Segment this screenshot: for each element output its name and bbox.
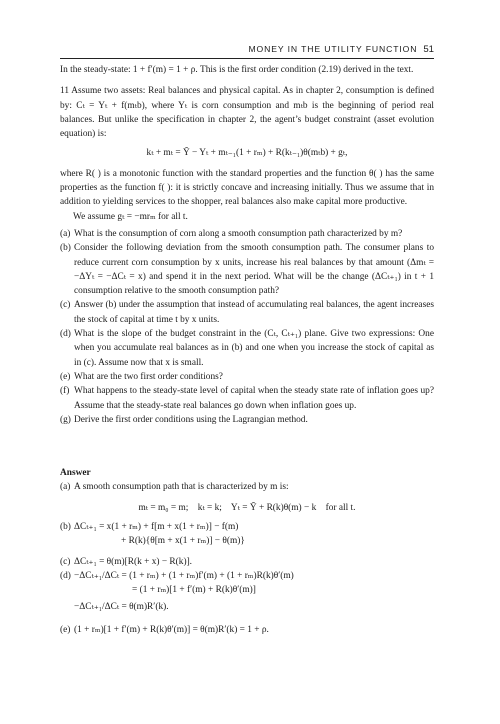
page-number: 51 bbox=[423, 44, 434, 55]
exercise-intro: 11 Assume two assets: Real balances and physical capital. As in chapter 2, consumption is defined by: Cₜ = Yₜ + f(mₜb), where Yₜ is corn consumption and mₜb is the beginning of period real balances. But unlike the specification in chapter 2, the agent’s budget constraint (asset evolution equation) is: bbox=[60, 86, 434, 140]
page-body bbox=[60, 63, 434, 637]
question-item bbox=[60, 241, 434, 298]
question-item bbox=[60, 370, 434, 384]
answer-b-line2: + R(k){θ[m + x(1 + rₘ)] − θ(m)} bbox=[121, 536, 245, 547]
question-label: (f) bbox=[60, 386, 70, 397]
answer-a bbox=[60, 480, 434, 494]
question-text: Derive the first order conditions using the Lagrangian method. bbox=[74, 414, 308, 425]
exercise-explanation: where R( ) is a monotonic function with the standard properties and the function θ( ) has the same properties as the function f( ): it is strictly concave and increasing initially. Thus we assume that in addition to yielding services to the shopper, real balances also make capital more productive. bbox=[60, 168, 434, 208]
question-label: (g) bbox=[60, 414, 71, 425]
question-text: Consider the following deviation from the smooth consumption path. The consumer plans to reduce current corn consumption by x units, increase his real balances by that amount (Δmₜ = −ΔYₜ = −ΔCₜ = x) and spend it in the next period. What will be the change (ΔCₜ₊₁) in t + 1 consumption relative to the smooth consumption path? bbox=[74, 243, 434, 297]
header-rule bbox=[60, 58, 434, 59]
question-item bbox=[60, 227, 434, 241]
running-header bbox=[60, 44, 434, 55]
answer-d-line1: −ΔCₜ₊₁/ΔCₜ = (1 + rₘ) + (1 + rₘ)f′(m) + (1 + rₘ)R(k)θ′(m) bbox=[74, 570, 294, 581]
exercise-assumption: We assume gₜ = −mrₘ for all t. bbox=[73, 211, 188, 222]
answer-text: A smooth consumption path that is characterized by m is: bbox=[74, 482, 289, 493]
answer-b-line1: ΔCₜ₊₁ = x(1 + rₘ) + f[m + x(1 + rₘ)] − f(m) bbox=[74, 522, 239, 533]
answer-d bbox=[60, 569, 434, 583]
question-item bbox=[60, 384, 434, 413]
answer-c-line: ΔCₜ₊₁ = θ(m)[R(k + x) − R(k)]. bbox=[74, 556, 193, 567]
question-item bbox=[60, 298, 434, 327]
question-text: What happens to the steady-state level of capital when the steady state rate of inflation goes up? Assume that the steady-state real balances go down when inflation goes up. bbox=[74, 386, 434, 411]
answer-e bbox=[60, 623, 434, 637]
question-text: What are the two first order conditions? bbox=[74, 371, 223, 382]
question-label: (e) bbox=[60, 371, 71, 382]
answer-b bbox=[60, 520, 434, 534]
answer-e-line: (1 + rₘ)[1 + f′(m) + R(k)θ′(m)] = θ(m)R′(k) = 1 + ρ. bbox=[74, 624, 269, 635]
question-item bbox=[60, 413, 434, 427]
question-text: Answer (b) under the assumption that instead of accumulating real balances, the agent increases the stock of capital at time t by x units. bbox=[74, 300, 434, 325]
answer-d-line2: = (1 + rₘ)[1 + f′(m) + R(k)θ′(m)] bbox=[132, 585, 256, 596]
answer-c bbox=[60, 555, 434, 569]
question-item bbox=[60, 327, 434, 370]
intro-paragraph: In the steady-state: 1 + f′(m) = 1 + ρ. This is the first order condition (2.19) derived in the text. bbox=[60, 65, 414, 75]
answer-label: (c) bbox=[60, 556, 71, 567]
answer-d-line3: −ΔCₜ₊₁/ΔCₜ = θ(m)R′(k). bbox=[74, 601, 169, 612]
budget-constraint-equation: kₜ + mₜ = Ỹ − Yₜ + mₜ₋₁(1 + rₘ) + R(kₜ₋₁)θ(mₜb) + gₜ, bbox=[146, 148, 348, 159]
answer-label: (d) bbox=[60, 570, 71, 581]
answer-label: (e) bbox=[60, 624, 71, 635]
answer-label: (a) bbox=[60, 482, 71, 493]
question-label: (a) bbox=[60, 228, 71, 239]
question-label: (c) bbox=[60, 300, 71, 311]
answer-heading: Answer bbox=[60, 468, 91, 479]
question-label: (d) bbox=[60, 329, 71, 340]
running-title: MONEY IN THE UTILITY FUNCTION bbox=[248, 44, 418, 54]
question-text: What is the slope of the budget constraint in the (Cₜ, Cₜ₊₁) plane. Give two expressions: One when you accumulate real balances as in (b) and one when you increase the stock of capital as in (c). Assume now that x is small. bbox=[74, 329, 434, 368]
answer-a-equation: mₜ = m₀ = m; kₜ = k; Yₜ = Ỹ + R(k)θ(m) − k for all t. bbox=[138, 502, 356, 513]
answer-label: (b) bbox=[60, 522, 71, 533]
question-text: What is the consumption of corn along a smooth consumption path characterized by m? bbox=[74, 228, 403, 239]
question-label: (b) bbox=[60, 243, 71, 254]
